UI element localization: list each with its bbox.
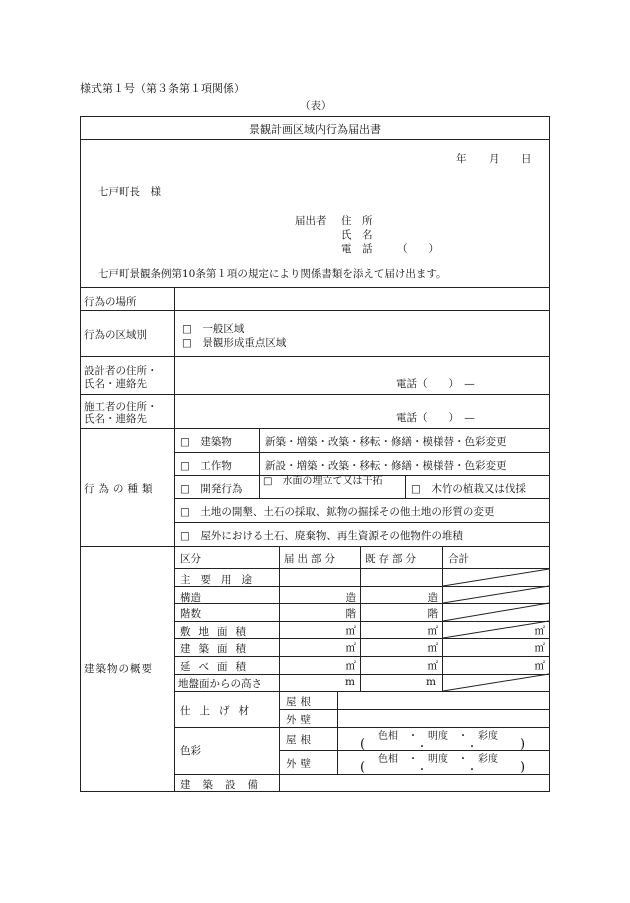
- unit-total-total: ㎡: [534, 660, 545, 672]
- area-label: 行為の区域別: [84, 329, 147, 341]
- checkbox-structure[interactable]: □ 工作物: [180, 460, 232, 472]
- finish-wall: 外壁: [286, 714, 315, 726]
- notifier-address[interactable]: 住 所: [341, 215, 373, 227]
- area-option-general[interactable]: □ 一般区域: [182, 323, 245, 335]
- checkbox-storage[interactable]: □ 屋外における土石、廃棄物、再生資源その他物件の堆積: [180, 530, 463, 542]
- row-building-area: 建築面積: [180, 643, 254, 655]
- equipment-label: 建築設備: [180, 779, 270, 791]
- finish-roof: 屋根: [286, 696, 315, 708]
- color-roof-paren-open: (: [360, 737, 366, 752]
- unit-height-existing: m: [426, 676, 436, 688]
- date-year[interactable]: 年: [456, 153, 467, 165]
- notifier-phone[interactable]: 電 話: [341, 243, 373, 255]
- builder-phone[interactable]: 電話（ ） —: [396, 412, 475, 424]
- header-total: 合計: [448, 553, 469, 565]
- unit-floors-existing: 階: [427, 608, 438, 620]
- side-label: （表）: [300, 100, 332, 112]
- notifier-name[interactable]: 氏 名: [341, 229, 373, 241]
- color-roof: 屋根: [286, 734, 315, 746]
- row-structure: 構造: [180, 592, 201, 604]
- location-label: 行為の場所: [84, 296, 137, 308]
- color-wall-paren-close: ): [520, 760, 526, 775]
- statement: 七戸町景観条例第10条第１項の規定により関係書類を添えて届け出ます。: [98, 268, 447, 280]
- area-option-focus[interactable]: □ 景観形成重点区域: [182, 337, 287, 349]
- builder-label-1: 施工者の住所・: [84, 401, 158, 413]
- notifier-phone-paren: （ ）: [397, 243, 439, 255]
- color-wall-line1[interactable]: 色相 ・ 明度 ・ 彩度: [378, 754, 498, 765]
- unit-structure-existing: 造: [427, 592, 438, 604]
- date-day[interactable]: 日: [521, 153, 532, 165]
- checkbox-building[interactable]: □ 建築物: [180, 436, 232, 448]
- unit-building-notified: ㎡: [345, 642, 356, 654]
- color-wall-line2: ・ ・: [417, 765, 477, 776]
- row-height: 地盤面からの高さ: [178, 678, 262, 690]
- designer-label-2: 氏名・連絡先: [84, 378, 147, 390]
- form-title: 景観計画区域内行為届出書: [249, 123, 381, 136]
- unit-site-total: ㎡: [534, 625, 545, 637]
- unit-structure-notified: 造: [345, 592, 356, 604]
- checkbox-development[interactable]: □ 開発行為: [180, 483, 243, 495]
- color-wall: 外壁: [286, 758, 315, 770]
- builder-label-2: 氏名・連絡先: [84, 413, 147, 425]
- notifier-label: 届出者: [295, 215, 327, 227]
- unit-building-existing: ㎡: [427, 642, 438, 654]
- checkbox-land[interactable]: □ 土地の開墾、土石の採取、鉱物の掘採その他土地の形質の変更: [180, 506, 495, 518]
- unit-building-total: ㎡: [534, 642, 545, 654]
- overview-label: 建築物の概要: [84, 663, 153, 675]
- color-roof-line1[interactable]: 色相 ・ 明度 ・ 彩度: [378, 731, 498, 742]
- row-site-area: 敷地面積: [180, 626, 254, 638]
- color-roof-paren-close: ): [520, 737, 526, 752]
- unit-floors-notified: 階: [345, 608, 356, 620]
- building-desc: 新築・増築・改築・移転・修繕・模様替・色彩変更: [265, 436, 507, 448]
- checkbox-trees[interactable]: □ 木竹の植栽又は伐採: [411, 483, 526, 495]
- form-number: 様式第１号（第３条第１項関係）: [80, 82, 245, 95]
- unit-site-notified: ㎡: [345, 625, 356, 637]
- row-floors: 階数: [180, 608, 201, 620]
- structure-desc: 新設・増築・改築・移転・修繕・模様替・色彩変更: [265, 460, 507, 472]
- color-roof-line2: ・ ・: [417, 742, 477, 753]
- finish-label: 仕上げ材: [180, 705, 258, 717]
- action-type-label: 行為の種類: [84, 483, 157, 495]
- row-main-use: 主要用途: [180, 574, 262, 586]
- date-month[interactable]: 月: [489, 153, 500, 165]
- unit-height-notified: m: [345, 676, 355, 688]
- designer-phone[interactable]: 電話（ ） —: [396, 378, 475, 390]
- row-total-area: 延べ面積: [180, 661, 254, 673]
- header-category: 区分: [180, 553, 201, 565]
- addressee: 七戸町長 様: [98, 186, 161, 198]
- unit-site-existing: ㎡: [427, 625, 438, 637]
- unit-total-notified: ㎡: [345, 660, 356, 672]
- header-existing: 既存部分: [365, 553, 419, 565]
- header-notified: 届出部分: [284, 553, 338, 565]
- unit-total-existing: ㎡: [427, 660, 438, 672]
- checkbox-water[interactable]: □ 水面の埋立て又は干拓: [263, 476, 383, 487]
- designer-label-1: 設計者の住所・: [84, 365, 158, 377]
- color-wall-paren-open: (: [360, 760, 366, 775]
- color-label: 色彩: [180, 745, 201, 757]
